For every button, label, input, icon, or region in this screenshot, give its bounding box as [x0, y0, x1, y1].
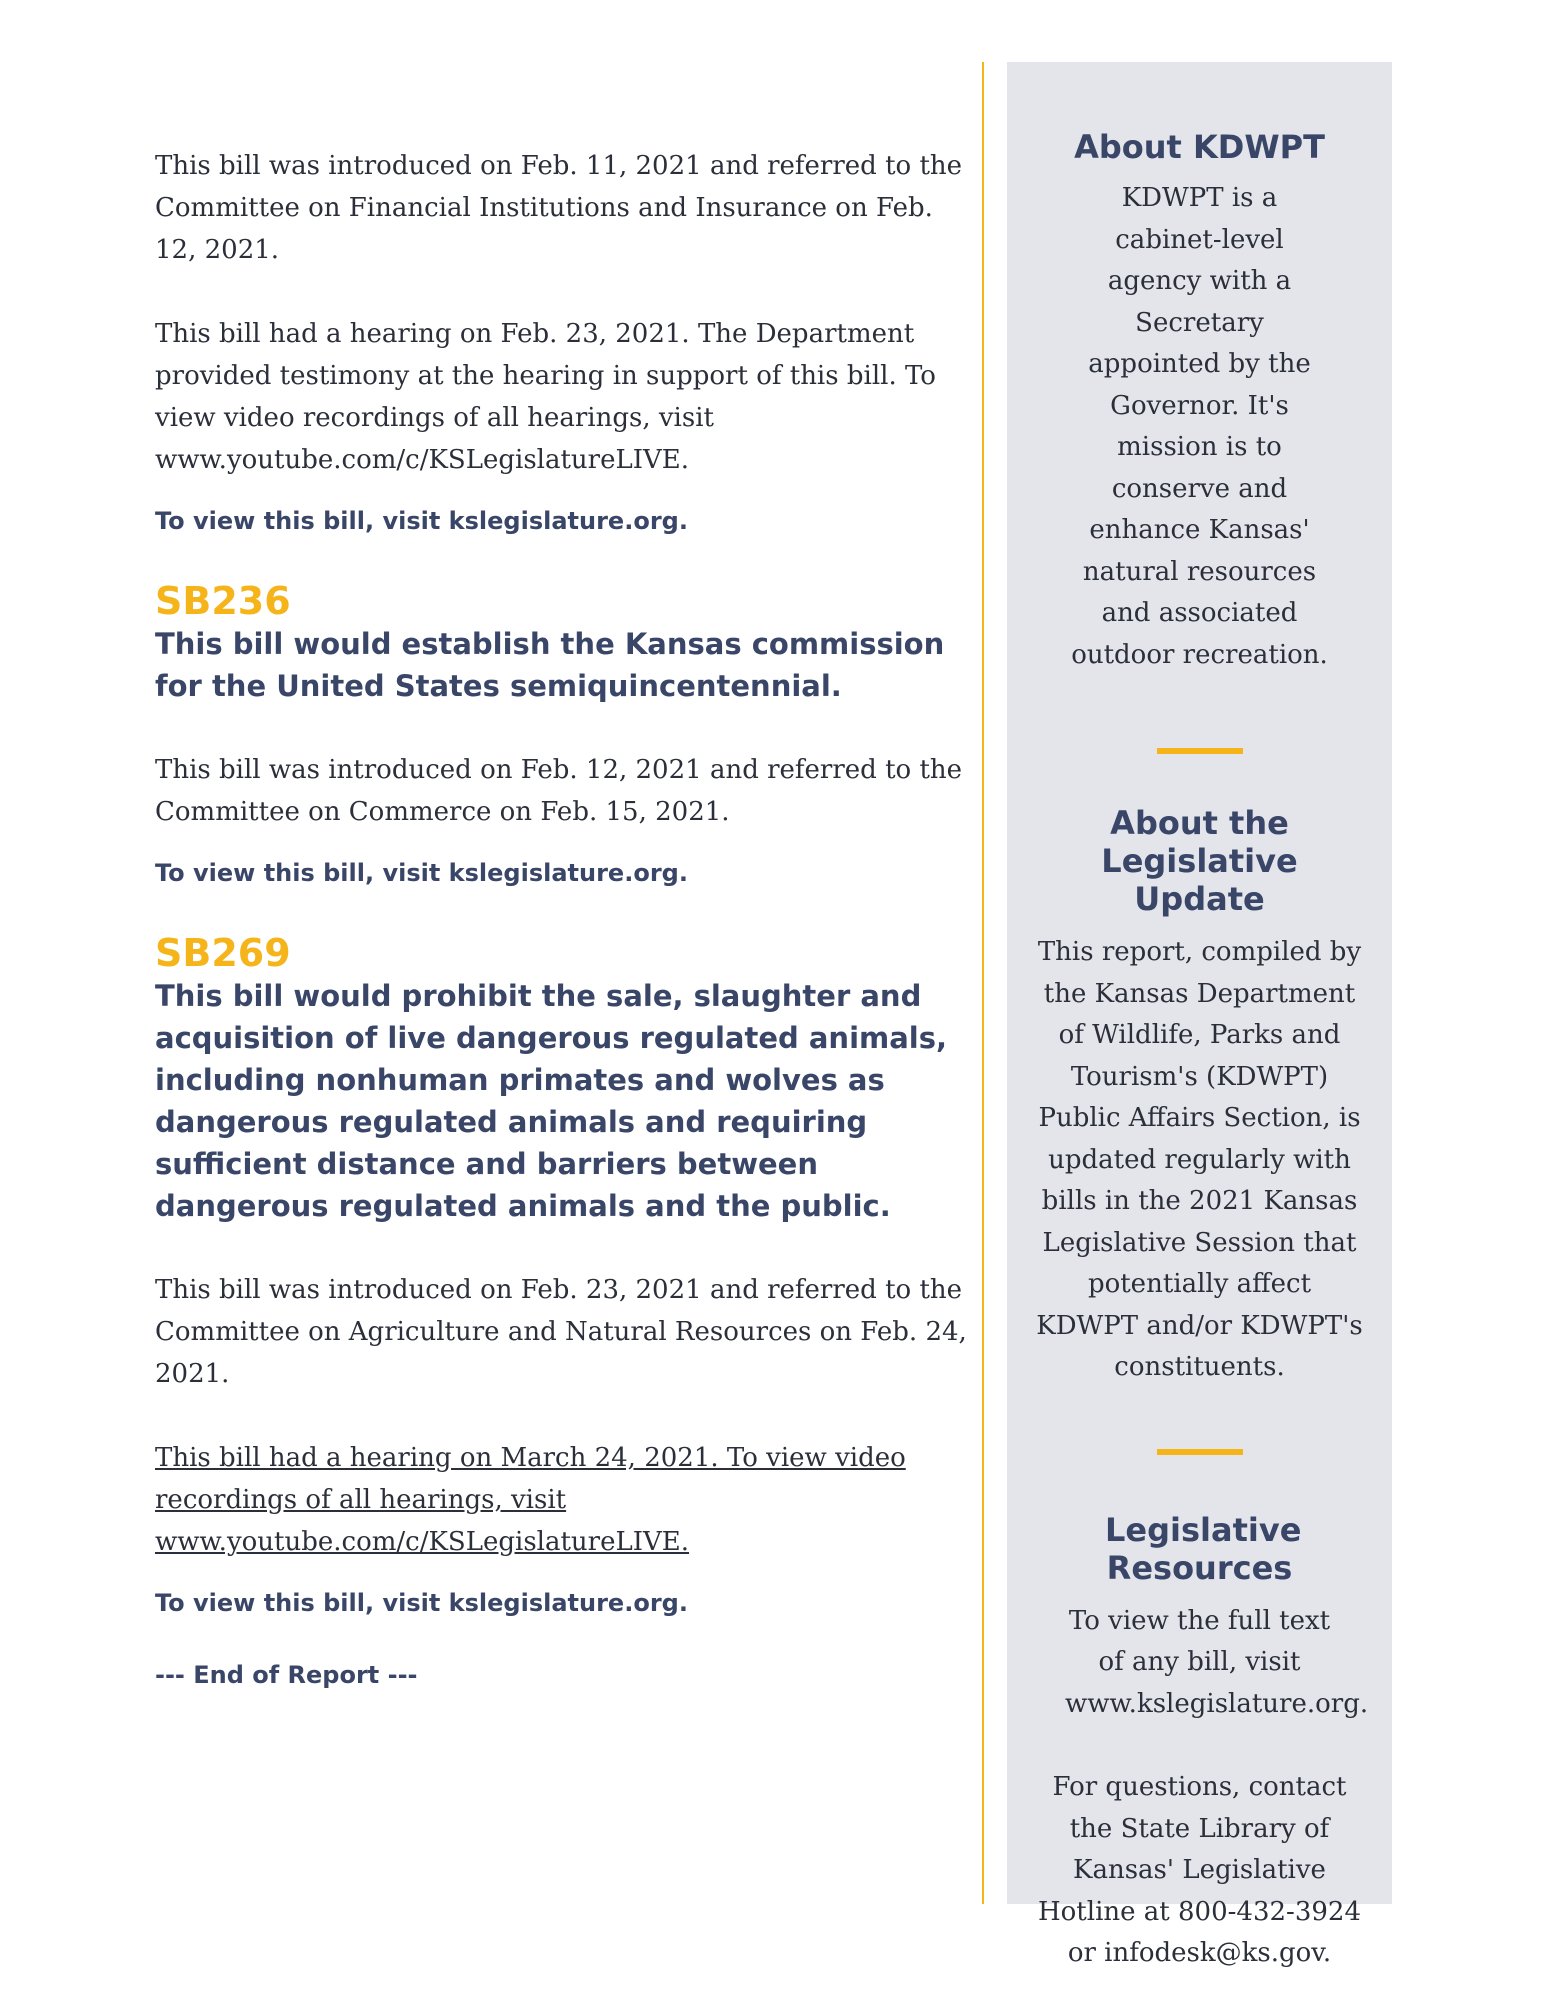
- bill-para-sb269-hearing[interactable]: This bill had a hearing on March 24, 2021. To view video recordings of all hearings, visit www.youtube.com/c/KSLegislatureLIVE.: [155, 1443, 906, 1557]
- bill-link-sb236[interactable]: To view this bill, visit kslegislature.org.: [155, 859, 688, 887]
- about-kdwpt-text: KDWPT is a cabinet-level agency with a Secretary appointed by the Governor. It's mission is to conserve and enhance Kansas' natural resources and associated outdoor recreation.: [1071, 183, 1328, 670]
- bill-title-sb269: This bill would prohibit the sale, slaughter and acquisition of live dangerous regulated animals, including nonhuman primates and wolves as dangerous regulated animals and requiring sufficient distance and barriers between dangerous regulated animals and the public.: [155, 979, 948, 1223]
- about-update-heading: About the Legislative Update: [1101, 804, 1298, 918]
- about-update-text: This report, compiled by the Kansas Department of Wildlife, Parks and Tourism's (KDWPT) Public Affairs Section, is updated regularly with bills in the 2021 Kansas Legislative Session that potentially affect KDWPT and/or KDWPT's constituents.: [1036, 937, 1363, 1382]
- bill-para-sb269-intro: This bill was introduced on Feb. 23, 2021 and referred to the Committee on Agriculture and Natural Resources on Feb. 24, 2021.: [155, 1275, 967, 1389]
- bill-link-sb269[interactable]: To view this bill, visit kslegislature.org.: [155, 1589, 688, 1617]
- sidebar: [1007, 62, 1392, 1968]
- bill-title-sb236: This bill would establish the Kansas commission for the United States semiquincentennial.: [155, 627, 945, 703]
- about-kdwpt-heading: About KDWPT: [1074, 128, 1325, 166]
- resources-text-1: To view the full text of any bill, visit www.kslegislature.org.: [1065, 1605, 1369, 1719]
- intro-bill-link[interactable]: To view this bill, visit kslegislature.org.: [155, 507, 688, 535]
- main-column: [155, 145, 975, 1691]
- intro-paragraph-2: This bill had a hearing on Feb. 23, 2021. The Department provided testimony at the hearing in support of this bill. To view video recordings of all hearings, visit www.youtube.com/c/KSLegislatureLIVE.: [155, 319, 936, 475]
- end-of-report: --- End of Report ---: [155, 1661, 418, 1689]
- vertical-divider: [982, 62, 984, 1904]
- resources-text-2: For questions, contact the State Library of Kansas' Legislative Hotline at 800-432-3924 or infodesk@ks.gov.: [1037, 1772, 1361, 1968]
- intro-paragraph-1: This bill was introduced on Feb. 11, 2021 and referred to the Committee on Financial Institutions and Insurance on Feb. 12, 2021.: [155, 151, 963, 265]
- bill-code-sb236: SB236: [155, 579, 291, 623]
- resources-heading: Legislative Resources: [1105, 1510, 1302, 1587]
- bill-para-sb236: This bill was introduced on Feb. 12, 2021 and referred to the Committee on Commerce on Feb. 15, 2021.: [155, 755, 963, 827]
- bill-code-sb269: SB269: [155, 931, 291, 975]
